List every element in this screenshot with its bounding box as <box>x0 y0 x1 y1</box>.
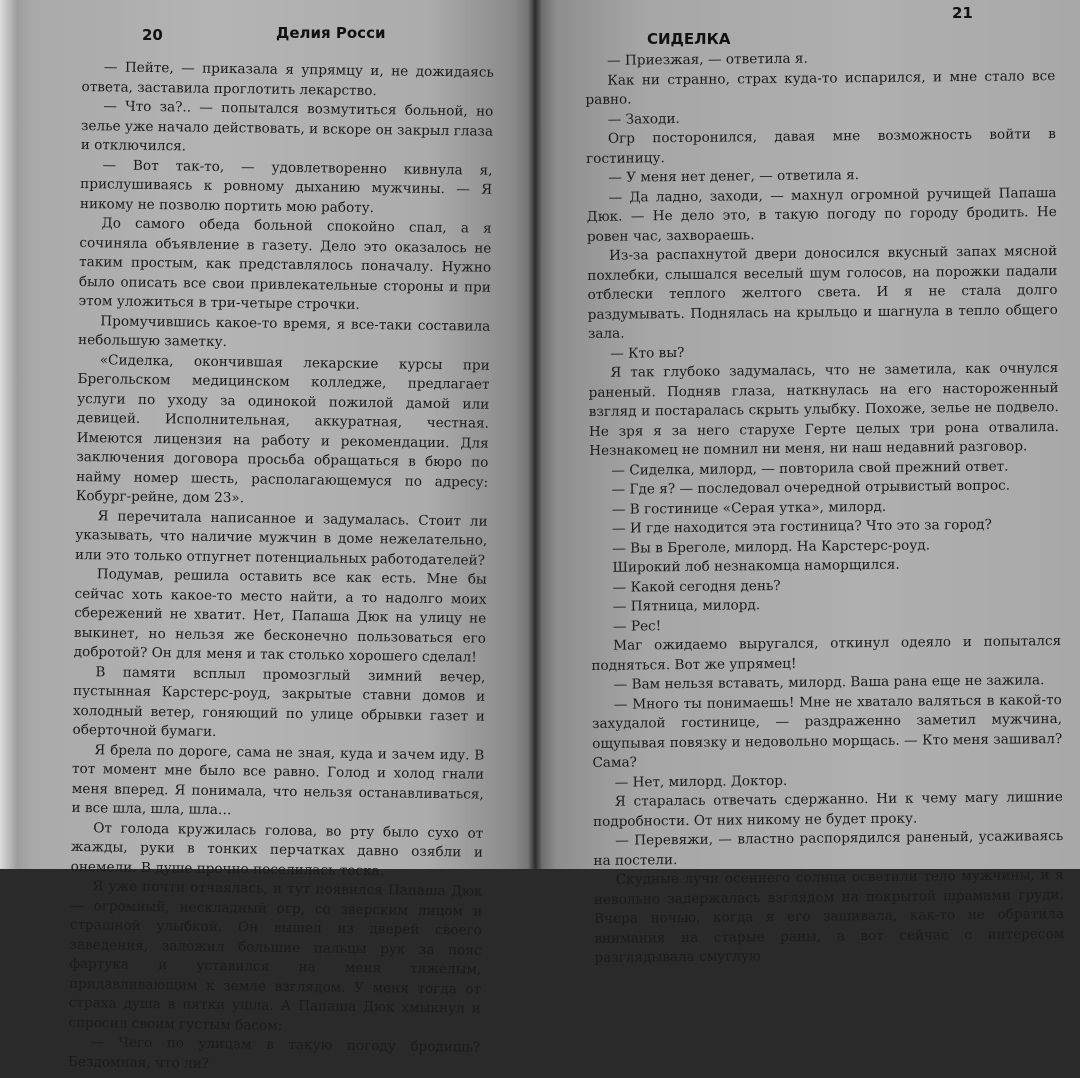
paragraph: — Много ты понимаешь! Мне не хватало валяться в какой-то захудалой гостинице, — раздраженно заметил мужчина, ощупывая повязку и недовольно морщась. — Кто меня зашивал? Сама? <box>591 691 1063 771</box>
paragraph: От голода кружилась голова, во рту было сухо от жажды, руки в тонких перчатках давно озябли и онемели. В душе прочно поселилась тоска. <box>70 819 484 879</box>
paragraph: — Да ладно, заходи, — махнул огромной ручищей Папаша Дюк. — Не дело это, в такую погоду по городу бродить. Не ровен час, захвораешь. <box>586 184 1057 245</box>
right-page <box>535 0 1080 966</box>
paragraph: Широкий лоб незнакомца наморщился. <box>612 556 900 576</box>
page-edge <box>0 0 18 869</box>
paragraph: До самого обеда больной спокойно спал, а я сочиняла объявление в газету. Дело это оказалось не таким простым, как представлялось поначалу. Нужно было описать все свои привлекательные стороны и при этом уложиться в три-четыре строчки. <box>78 215 492 313</box>
paragraph: В памяти всплыл промозглый зимний вечер, пустынная Карстерс-роуд, закрытые ставни домов и холодный ветер, гоняющий по улице обрывки газет и оберточной бумаги. <box>72 663 486 740</box>
paragraph: — Чего по улицам в такую погоду бродишь? Бездомная, что ли? <box>67 1034 481 1072</box>
paragraph: — Рес! <box>612 617 662 635</box>
paragraph: Подумав, решила оставить все как есть. Мне бы сейчас хоть какое-то место найти, а то надолго моих сбережений не хватит. Нет, Папаша Дюк на улицу не выкинет, но нельзя же бесконечно пользоваться его добротой? Он для меня и так столько хорошего сделал! <box>73 566 487 666</box>
paragraph: — Вы в Бреголе, милорд. На Карстерс-роуд. <box>612 536 931 557</box>
paragraph: — Сиделка, милорд, — повторила свой прежний ответ. <box>611 458 1009 479</box>
paragraph: Огр посторонился, давая мне возможность войти в гостиницу. <box>586 126 1056 167</box>
paragraph: — Что за?.. — попытался возмутиться больной, но зелье уже начало действовать, и вскоре он закрыл глаза и отключился. <box>80 98 494 155</box>
paragraph: Скудные лучи осеннего солнца осветили тело мужчины, и я невольно задержалась взглядом на покрытой шрамами груди. Вчера ночью, когда я его зашивала, как-то не обратила внимания на старые раны, а вот сейчас с интересом разглядывала смуглую <box>593 867 1065 966</box>
paragraph: Промучившись какое-то время, я все-таки составила небольшую заметку. <box>77 312 491 351</box>
paragraph: — Пейте, — приказала я упрямцу и, не дожидаясь ответа, заставила проглотить лекарство. <box>81 59 494 99</box>
paragraph: — Заходи. <box>607 110 680 128</box>
paragraph: Как ни странно, страх куда-то испарился, и мне стало все равно. <box>585 67 1056 108</box>
running-head: СИДЕЛКА <box>647 30 731 48</box>
paragraph: Я уже почти отчаялась, и тут появился Папаша Дюк — огромный, нескладный огр, со зверским лицом и страшной улыбкой. Он вышел из дверей своего заведения, заложил большие пальцы рук за пояс фартука и уставился на меня тяжелым, придавливающим к земле взглядом. У меня тогда от страха душа в пятки ушла. А Папаша Дюк хмыкнул и спросил своим густым басом: <box>68 878 483 1034</box>
page-number: 21 <box>952 4 973 22</box>
paragraph: — Пятница, милорд. <box>612 597 761 615</box>
paragraph: — Вот так-то, — удовлетворенно кивнула я, прислушиваясь к ровному дыханию мужчины. — Я никому не позволю портить мою работу. <box>79 156 493 216</box>
page-number: 20 <box>142 26 163 44</box>
paragraph: — У меня нет денег, — ответила я. <box>608 167 860 186</box>
paragraph: — В гостинице «Серая утка», милорд. <box>611 498 887 518</box>
paragraph: Маг ожидаемо выругался, откинул одеяло и попытался подняться. Вот же упрямец! <box>591 633 1062 674</box>
paragraph: — И где находится эта гостиница? Что это за город? <box>611 516 992 537</box>
body-text <box>68 58 494 1078</box>
running-head: Делия Росси <box>276 24 386 42</box>
paragraph: Я так глубоко задумалась, что не заметила, как очнулся раненый. Подняв глаза, наткнулась на его настороженный взгляд и постаралась скрыть улыбку. Похоже, зелье не подвело. Не зря я за него старухе Герте целых три рона отвалила. Незнакомец не помнил ни меня, ни наш недавний разговор. <box>588 360 1060 459</box>
paragraph: — Нет, милорд. Доктор. <box>614 772 788 791</box>
paragraph: Я старалась отвечать сдержанно. Ни к чему магу лишние подробности. От них никому не будет проку. <box>592 789 1063 830</box>
paragraph: Я перечитала написанное и задумалась. Стоит ли указывать, что наличие мужчин в доме нежелательно, или это только отпугнет потенциальных работодателей? <box>74 507 488 569</box>
paragraph: — Кто вы? <box>610 344 685 362</box>
paragraph: Я брела по дороге, сама не зная, куда и зачем иду. В тот момент мне было все равно. Голод и холод гнали меня вперед. Я понимала, что нельзя останавливаться, и все шла, шла, шла… <box>71 741 485 819</box>
body-text <box>585 47 1065 968</box>
paragraph: — Приезжая, — ответила я. <box>607 50 808 69</box>
left-page <box>0 0 535 1072</box>
paragraph: — Перевяжи, — властно распорядился раненый, усаживаясь на постели. <box>593 828 1064 869</box>
paragraph: — Где я? — последовал очередной отрывистый вопрос. <box>611 477 1011 498</box>
paragraph: «Сиделка, окончившая лекарские курсы при Брегольском медицинском колледже, предлагает услуги по уходу за одинокой пожилой дамой или девицей. Исполнительная, аккуратная, честная. Имеются лицензия на работу и рекомендации. Для заключения договора просьба обращаться в бюро по найму номер шесть, располагающемуся по адресу: Кобург-рейне, дом 23». <box>75 351 490 507</box>
paragraph: — Какой сегодня день? <box>612 577 781 596</box>
paragraph: — Вам нельзя вставать, милорд. Ваша рана еще не зажила. <box>613 672 1045 693</box>
paragraph: Из-за распахнутой двери доносился вкусный запах мясной похлебки, слышался веселый шум голосов, на порожки падали отблески теплого желтого света. И я не стала долго раздумывать. Поднялась на крыльцо и шагнула в тепло общего зала. <box>587 243 1058 342</box>
